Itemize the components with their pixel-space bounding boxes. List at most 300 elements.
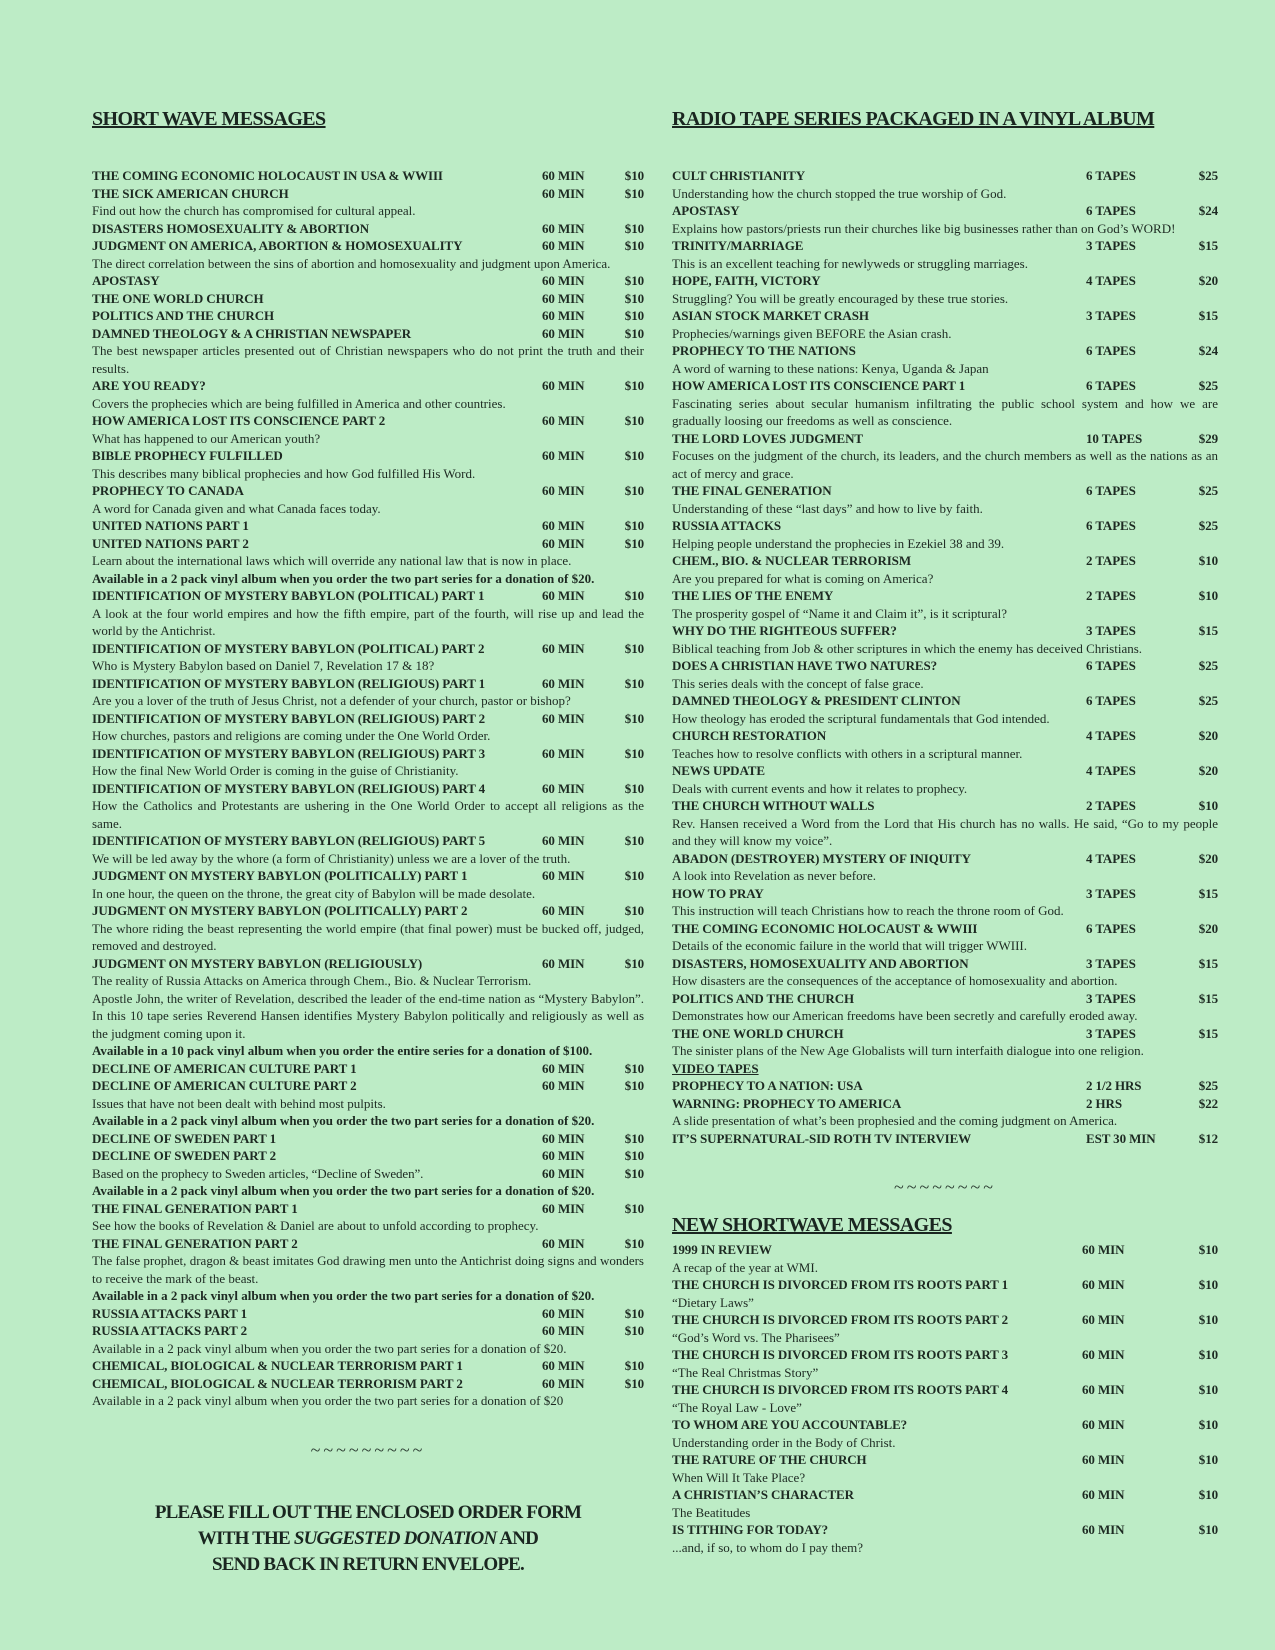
item-length: 60 MIN [542, 1060, 585, 1076]
list-item [672, 552, 1218, 570]
shortwave-title: SHORT WAVE MESSAGES [92, 108, 326, 130]
list-item [672, 850, 1218, 868]
item-description: “The Real Christmas Story” [672, 1364, 819, 1380]
item-title: THE CHURCH WITHOUT WALLS [672, 798, 875, 813]
list-item [672, 1130, 1218, 1148]
item-title: WARNING: PROPHECY TO AMERICA [672, 1095, 902, 1111]
item-length: 6 TAPES [1086, 658, 1136, 673]
list-item [92, 412, 644, 430]
item-price: $20 [1198, 273, 1218, 288]
item-description: Find out how the church has compromised for cultural appeal. [92, 203, 416, 218]
item-length: 60 MIN [542, 413, 585, 428]
item-price: $10 [624, 1060, 644, 1076]
list-item [672, 762, 1218, 780]
list-item [672, 1311, 1218, 1329]
item-price: $10 [624, 220, 644, 236]
list-item [672, 1451, 1218, 1469]
item-length: 4 TAPES [1086, 763, 1136, 778]
item-length: EST 30 MIN [1086, 1130, 1156, 1146]
item-price: $20 [1198, 728, 1218, 743]
list-item [672, 307, 1218, 325]
list-item [92, 167, 644, 185]
item-description: How the Catholics and Protestants are ushering in the One World Order to accept all religions as the same. [92, 798, 644, 831]
item-price: $10 [1198, 1382, 1218, 1397]
item-length: 6 TAPES [1086, 203, 1136, 218]
item-title: CULT CHRISTIANITY [672, 168, 806, 183]
item-title: APOSTASY [92, 273, 160, 288]
item-title: CHEM., BIO. & NUCLEAR TERRORISM [672, 553, 911, 568]
item-price: $10 [1198, 1487, 1218, 1502]
item-length: 60 MIN [542, 483, 585, 498]
item-length: 60 MIN [1082, 1312, 1125, 1327]
item-length: 60 MIN [542, 868, 585, 883]
list-item [672, 1381, 1218, 1399]
item-title: DECLINE OF SWEDEN PART 2 [92, 1148, 276, 1163]
item-length: 60 MIN [542, 378, 585, 393]
item-title: IDENTIFICATION OF MYSTERY BABYLON (RELIGIOUS) PART 3 [92, 745, 486, 761]
list-item [92, 1165, 644, 1183]
item-title: IDENTIFICATION OF MYSTERY BABYLON (RELIGIOUS) PART 2 [92, 710, 486, 726]
item-title: POLITICS AND THE CHURCH [92, 308, 275, 323]
list-item [672, 692, 1218, 710]
list-item [92, 1305, 644, 1323]
list-item [92, 1200, 644, 1218]
item-length: 3 TAPES [1086, 623, 1136, 638]
item-description: The whore riding the beast representing the world empire (that final power) must be bucked off, judged, removed and destroyed. [92, 920, 644, 953]
item-description: Rev. Hansen received a Word from the Lord that His church has no walls. He said, “Go to my people and they will know my voice”. [672, 815, 1218, 848]
item-length: 6 TAPES [1086, 343, 1136, 358]
item-description: The reality of Russia Attacks on America through Chem., Bio. & Nuclear Terrorism. [92, 973, 532, 988]
list-item [672, 1276, 1218, 1294]
item-length: 3 TAPES [1086, 1025, 1136, 1041]
item-title: NEWS UPDATE [672, 763, 765, 778]
list-item [92, 325, 644, 343]
item-length: 60 MIN [542, 290, 585, 306]
list-item [92, 1147, 644, 1165]
item-price: $29 [1198, 430, 1218, 446]
item-price: $10 [624, 833, 644, 848]
item-description: This instruction will teach Christians how to reach the throne room of God. [672, 903, 1064, 918]
item-price: $10 [624, 413, 644, 428]
item-price: $10 [624, 448, 644, 463]
item-length: 60 MIN [542, 640, 585, 656]
tilde-divider-left: ~~~~~~~~~ [310, 1440, 426, 1460]
item-price: $10 [1198, 553, 1218, 568]
item-description: “Dietary Laws” [672, 1294, 754, 1310]
item-length: 3 TAPES [1086, 990, 1136, 1006]
item-price: $15 [1198, 955, 1218, 971]
item-price: $15 [1198, 885, 1218, 901]
item-title: HOW AMERICA LOST ITS CONSCIENCE PART 2 [92, 413, 386, 428]
item-description: What has happened to our American youth? [92, 430, 321, 446]
list-item [92, 745, 644, 763]
item-description: Details of the economic failure in the world that will trigger WWIII. [672, 938, 1027, 953]
item-length: 60 MIN [542, 1165, 585, 1181]
item-title: APOSTASY [672, 203, 740, 218]
item-title: DECLINE OF AMERICAN CULTURE PART 1 [92, 1060, 357, 1076]
item-title: DECLINE OF SWEDEN PART 1 [92, 1130, 276, 1146]
item-price: $10 [1198, 1277, 1218, 1292]
item-title: UNITED NATIONS PART 2 [92, 535, 249, 551]
item-price: $10 [624, 378, 644, 393]
item-description: Who is Mystery Babylon based on Daniel 7, Revelation 17 & 18? [92, 658, 435, 673]
item-title: THE FINAL GENERATION [672, 483, 832, 498]
album-note: Available in a 2 pack vinyl album when you order the two part series for a donation of $20. [92, 1288, 595, 1303]
item-length: 60 MIN [1082, 1522, 1125, 1537]
item-price: $10 [1198, 1347, 1218, 1362]
item-title: THE ONE WORLD CHURCH [672, 1025, 844, 1041]
list-item [92, 1235, 644, 1253]
list-item [672, 272, 1218, 290]
item-title: DISASTERS, HOMOSEXUALITY AND ABORTION [672, 955, 969, 971]
item-length: 2 HRS [1086, 1095, 1122, 1111]
list-item [92, 290, 644, 308]
item-description: The Beatitudes [672, 1504, 751, 1520]
list-item [92, 1077, 644, 1095]
item-title: THE ONE WORLD CHURCH [92, 290, 264, 306]
item-description: Available in a 2 pack vinyl album when you order the two part series for a donation of $20 [92, 1393, 564, 1408]
list-item [672, 920, 1218, 938]
list-item [672, 885, 1218, 903]
list-item [92, 447, 644, 465]
item-length: 6 TAPES [1086, 518, 1136, 533]
item-title: THE CHURCH IS DIVORCED FROM ITS ROOTS PART 2 [672, 1312, 1009, 1327]
item-length: 60 MIN [542, 903, 585, 918]
item-length: 60 MIN [542, 518, 585, 533]
item-description: In one hour, the queen on the throne, the great city of Babylon will be made desolate. [92, 885, 536, 901]
item-description: The direct correlation between the sins of abortion and homosexuality and judgment upon America. [92, 255, 611, 271]
item-description: Explains how pastors/priests run their churches like big businesses rather than on God’s WORD! [672, 220, 1176, 236]
order-instructions [92, 1500, 644, 1578]
list-item [672, 167, 1218, 185]
item-length: 2 TAPES [1086, 798, 1136, 813]
item-title: IDENTIFICATION OF MYSTERY BABYLON (RELIGIOUS) PART 1 [92, 675, 486, 691]
tilde-divider-right: ~~~~~~~~ [894, 1177, 996, 1197]
order-line-2: WITH THE SUGGESTED DONATION AND [197, 1528, 539, 1549]
item-title: HOPE, FAITH, VICTORY [672, 273, 821, 288]
item-length: 60 MIN [542, 780, 585, 796]
item-price: $15 [1198, 308, 1218, 323]
item-title: CHEMICAL, BIOLOGICAL & NUCLEAR TERRORISM PART 1 [92, 1358, 463, 1373]
item-length: 3 TAPES [1086, 308, 1136, 323]
item-title: JUDGMENT ON AMERICA, ABORTION & HOMOSEXUALITY [92, 238, 463, 253]
item-price: $10 [624, 1375, 644, 1391]
item-length: 60 MIN [542, 273, 585, 288]
item-price: $10 [624, 745, 644, 761]
item-title: DAMNED THEOLOGY & A CHRISTIAN NEWSPAPER [92, 325, 412, 341]
list-item [672, 1241, 1218, 1259]
list-item [672, 202, 1218, 220]
item-price: $10 [624, 1200, 644, 1216]
list-item [92, 1130, 644, 1148]
item-length: 60 MIN [1082, 1382, 1125, 1397]
radio-tape-column [672, 108, 1218, 1556]
item-price: $10 [624, 518, 644, 533]
item-length: 60 MIN [1082, 1347, 1125, 1362]
item-title: HOW TO PRAY [672, 885, 764, 901]
list-item [672, 1486, 1218, 1504]
item-description: The best newspaper articles presented out of Christian newspapers who do not print the truth and their results. [92, 343, 644, 376]
item-title: THE RATURE OF THE CHURCH [672, 1452, 867, 1467]
item-title: THE LIES OF THE ENEMY [672, 588, 834, 603]
item-title: CHEMICAL, BIOLOGICAL & NUCLEAR TERRORISM PART 2 [92, 1375, 463, 1391]
item-price: $20 [1198, 920, 1218, 936]
list-item [672, 1095, 1218, 1113]
item-title: RUSSIA ATTACKS [672, 518, 782, 533]
item-title: A CHRISTIAN’S CHARACTER [672, 1487, 854, 1502]
item-description: “God’s Word vs. The Pharisees” [672, 1329, 840, 1345]
item-price: $15 [1198, 990, 1218, 1006]
item-description: How disasters are the consequences of the acceptance of homosexuality and abortion. [672, 973, 1118, 988]
item-title: RUSSIA ATTACKS PART 2 [92, 1323, 248, 1338]
album-note: Available in a 2 pack vinyl album when you order the two part series for a donation of $20. [92, 570, 595, 586]
item-price: $10 [624, 955, 644, 971]
item-price: $10 [1198, 588, 1218, 603]
list-item [672, 1025, 1218, 1043]
item-title: TRINITY/MARRIAGE [672, 238, 804, 253]
item-price: $12 [1198, 1130, 1218, 1146]
item-description: When Will It Take Place? [672, 1469, 806, 1485]
item-length: 60 MIN [542, 675, 585, 691]
list-item [672, 517, 1218, 535]
item-price: $10 [1198, 1242, 1218, 1257]
item-price: $10 [1198, 1417, 1218, 1432]
item-description: Are you a lover of the truth of Jesus Christ, not a defender of your church, pastor or bishop? [92, 693, 571, 708]
list-item [672, 1416, 1218, 1434]
item-description: This describes many biblical prophecies and how God fulfilled His Word. [92, 465, 476, 481]
item-title: JUDGMENT ON MYSTERY BABYLON (RELIGIOUSLY) [92, 955, 423, 971]
item-description: We will be led away by the whore (a form of Christianity) unless we are a lover of the truth. [92, 850, 571, 866]
item-length: 60 MIN [1082, 1452, 1125, 1467]
item-description: Covers the prophecies which are being fulfilled in America and other countries. [92, 395, 506, 411]
item-price: $25 [1198, 378, 1218, 393]
item-description: Learn about the international laws which will override any national law that is now in place. [92, 553, 572, 568]
item-description: The false prophet, dragon & beast imitates God drawing men unto the Antichrist doing signs and wonders to receive the mark of the beast. [92, 1253, 644, 1286]
item-description: Helping people understand the prophecies in Ezekiel 38 and 39. [672, 535, 1005, 551]
item-price: $24 [1198, 203, 1218, 218]
order-line-3: SEND BACK IN RETURN ENVELOPE. [212, 1554, 524, 1575]
item-length: 60 MIN [542, 168, 585, 183]
item-description: Understanding how the church stopped the true worship of God. [672, 185, 1007, 201]
suggested-donation-text: SUGGESTED DONATION [293, 1528, 497, 1549]
list-item [92, 955, 644, 973]
item-title: IDENTIFICATION OF MYSTERY BABYLON (POLITICAL) PART 2 [92, 640, 485, 656]
item-length: 60 MIN [542, 1130, 585, 1146]
list-item [672, 342, 1218, 360]
list-item [92, 710, 644, 728]
item-title: JUDGMENT ON MYSTERY BABYLON (POLITICALLY) PART 2 [92, 903, 468, 918]
item-price: $25 [1198, 693, 1218, 708]
item-title: THE FINAL GENERATION PART 1 [92, 1200, 298, 1216]
item-length: 10 TAPES [1086, 430, 1143, 446]
item-title: THE COMING ECONOMIC HOLOCAUST IN USA & WWIII [92, 168, 443, 183]
item-price: $10 [624, 1305, 644, 1321]
item-length: 60 MIN [542, 745, 585, 761]
item-price: $10 [624, 640, 644, 656]
list-item [92, 482, 644, 500]
item-description: Deals with current events and how it relates to prophecy. [672, 780, 968, 796]
item-price: $10 [624, 1130, 644, 1146]
item-price: $10 [624, 1358, 644, 1373]
item-length: 60 MIN [542, 955, 585, 971]
item-price: $10 [624, 868, 644, 883]
item-price: $10 [624, 168, 644, 183]
item-description: A look into Revelation as never before. [672, 868, 876, 883]
item-price: $10 [624, 308, 644, 323]
item-price: $25 [1198, 1078, 1218, 1093]
list-item [672, 1521, 1218, 1539]
list-item [672, 990, 1218, 1008]
item-price: $10 [624, 1148, 644, 1163]
item-length: 60 MIN [1082, 1277, 1125, 1292]
item-length: 60 MIN [1082, 1242, 1125, 1257]
item-title: ARE YOU READY? [92, 378, 206, 393]
item-description: “The Royal Law - Love” [672, 1399, 802, 1415]
item-length: 6 TAPES [1086, 168, 1136, 183]
item-price: $10 [624, 290, 644, 306]
item-title: DECLINE OF AMERICAN CULTURE PART 2 [92, 1078, 357, 1093]
item-price: $10 [624, 273, 644, 288]
item-title: TO WHOM ARE YOU ACCOUNTABLE? [672, 1417, 908, 1432]
item-description: The sinister plans of the New Age Globalists will turn interfaith dialogue into one religion. [672, 1043, 1144, 1058]
list-item [672, 482, 1218, 500]
list-item [92, 377, 644, 395]
item-description: Focuses on the judgment of the church, its leaders, and the church members as well as the nations as an act of mercy and grace. [672, 448, 1218, 481]
item-title: DISASTERS HOMOSEXUALITY & ABORTION [92, 220, 370, 236]
item-description: Understanding of these “last days” and how to live by faith. [672, 500, 983, 516]
item-price: $22 [1198, 1095, 1218, 1111]
item-price: $25 [1198, 483, 1218, 498]
item-price: $10 [624, 238, 644, 253]
item-title: CHURCH RESTORATION [672, 728, 827, 743]
list-item [92, 902, 644, 920]
item-price: $25 [1198, 658, 1218, 673]
item-price: $15 [1198, 623, 1218, 638]
list-item [672, 430, 1218, 448]
item-description: How the final New World Order is coming in the guise of Christianity. [92, 763, 459, 778]
item-length: 6 TAPES [1086, 483, 1136, 498]
list-item [92, 675, 644, 693]
item-price: $24 [1198, 343, 1218, 358]
item-title: UNITED NATIONS PART 1 [92, 518, 249, 533]
item-price: $10 [624, 483, 644, 498]
item-description: How theology has eroded the scriptural fundamentals that God intended. [672, 710, 1050, 726]
item-description: The prosperity gospel of “Name it and Claim it”, is it scriptural? [672, 605, 1008, 621]
list-item [92, 517, 644, 535]
list-item [672, 587, 1218, 605]
item-title: ABADON (DESTROYER) MYSTERY OF INIQUITY [672, 850, 971, 866]
item-price: $10 [624, 588, 644, 603]
item-title: RUSSIA ATTACKS PART 1 [92, 1305, 248, 1321]
item-length: 60 MIN [542, 1323, 585, 1338]
list-item [92, 272, 644, 290]
item-description: Are you prepared for what is coming on America? [672, 570, 934, 586]
item-title: PROPHECY TO A NATION: USA [672, 1078, 863, 1093]
item-price: $10 [624, 675, 644, 691]
item-length: 4 TAPES [1086, 273, 1136, 288]
item-title: THE COMING ECONOMIC HOLOCAUST & WWIII [672, 920, 978, 936]
item-description: A word of warning to these nations: Kenya, Uganda & Japan [672, 360, 989, 376]
item-description: Demonstrates how our American freedoms have been secretly and carefully eroded away. [672, 1008, 1138, 1023]
item-title: PROPHECY TO CANADA [92, 483, 244, 498]
item-description: See how the books of Revelation & Daniel are about to unfold according to prophecy. [92, 1218, 539, 1233]
list-item [672, 377, 1218, 395]
list-item [92, 640, 644, 658]
item-description: A recap of the year at WMI. [672, 1259, 818, 1275]
item-title: DOES A CHRISTIAN HAVE TWO NATURES? [672, 658, 937, 673]
list-item [92, 587, 644, 605]
item-description: A word for Canada given and what Canada faces today. [92, 500, 381, 516]
radio-tape-title: RADIO TAPE SERIES PACKAGED IN A VINYL ALBUM [672, 108, 1155, 130]
item-price: $25 [1198, 518, 1218, 533]
list-item [672, 1346, 1218, 1364]
item-length: 2 1/2 HRS [1086, 1078, 1142, 1093]
list-item [92, 535, 644, 553]
item-title: WHY DO THE RIGHTEOUS SUFFER? [672, 623, 897, 638]
list-item [92, 220, 644, 238]
list-item [672, 622, 1218, 640]
item-description: How churches, pastors and religions are coming under the One World Order. [92, 728, 491, 743]
item-length: 60 MIN [542, 185, 585, 201]
item-length: 60 MIN [542, 448, 585, 463]
item-length: 60 MIN [542, 710, 585, 726]
list-item [92, 1322, 644, 1340]
list-item [92, 237, 644, 255]
item-title: IDENTIFICATION OF MYSTERY BABYLON (RELIGIOUS) PART 4 [92, 780, 486, 796]
item-description: Teaches how to resolve conflicts with others in a scriptural manner. [672, 745, 1023, 761]
item-title: THE LORD LOVES JUDGMENT [672, 430, 863, 446]
list-item [672, 657, 1218, 675]
item-title: PROPHECY TO THE NATIONS [672, 343, 856, 358]
item-price: $10 [624, 1235, 644, 1251]
album-note: Available in a 10 pack vinyl album when you order the entire series for a donation of $100. [92, 1043, 593, 1058]
list-item [672, 1077, 1218, 1095]
item-length: 60 MIN [542, 325, 585, 341]
item-length: 4 TAPES [1086, 728, 1136, 743]
list-item [672, 955, 1218, 973]
album-note: Available in a 2 pack vinyl album when you order the two part series for a donation of $20. [92, 1113, 595, 1128]
item-length: 60 MIN [542, 1200, 585, 1216]
item-length: 3 TAPES [1086, 885, 1136, 901]
item-length: 60 MIN [542, 535, 585, 551]
item-length: 60 MIN [542, 1148, 585, 1163]
item-title: ASIAN STOCK MARKET CRASH [672, 308, 869, 323]
item-description: This is an excellent teaching for newlyweds or struggling marriages. [672, 255, 1028, 271]
item-price: $10 [1198, 1452, 1218, 1467]
list-item [92, 1375, 644, 1393]
item-title: POLITICS AND THE CHURCH [672, 990, 855, 1006]
shortwave-list [92, 167, 644, 1410]
list-item [92, 185, 644, 203]
list-item [92, 1060, 644, 1078]
item-length: 60 MIN [542, 308, 585, 323]
item-length: 60 MIN [1082, 1417, 1125, 1432]
item-description: Fascinating series about secular humanism infiltrating the public school system and how we are gradually loosing our freedoms as well as conscience. [672, 395, 1218, 428]
item-length: 4 TAPES [1086, 850, 1136, 866]
item-title: THE CHURCH IS DIVORCED FROM ITS ROOTS PART 4 [672, 1382, 1009, 1397]
item-price: $10 [624, 535, 644, 551]
item-description: This series deals with the concept of false grace. [672, 675, 924, 691]
list-item [92, 867, 644, 885]
order-line-1: PLEASE FILL OUT THE ENCLOSED ORDER FORM [154, 1502, 582, 1523]
list-item [92, 307, 644, 325]
list-item [672, 727, 1218, 745]
shortwave-column [92, 108, 644, 1410]
item-length: 60 MIN [1082, 1487, 1125, 1502]
item-price: $10 [624, 1078, 644, 1093]
item-price: $10 [624, 903, 644, 918]
item-price: $10 [624, 1165, 644, 1181]
